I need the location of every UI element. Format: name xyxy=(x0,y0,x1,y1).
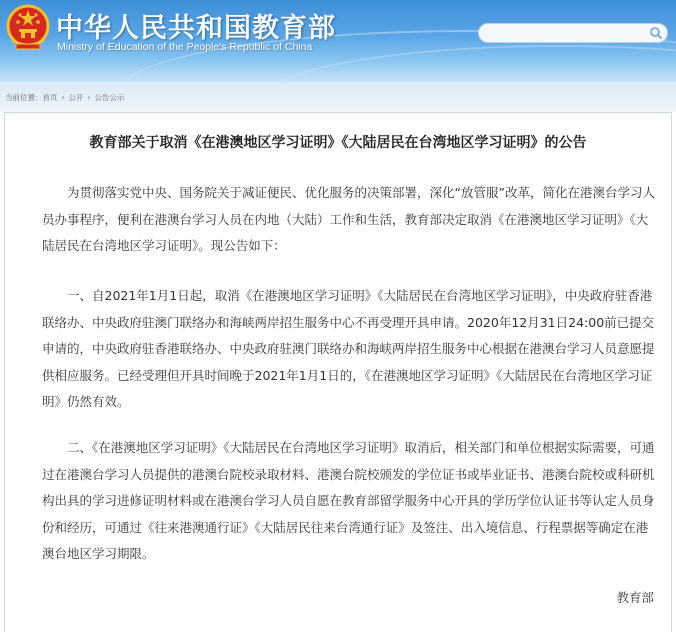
article-paragraph: 为贯彻落实党中央、国务院关于减证便民、优化服务的决策部署，深化“放管服”改革，简化在港澳台学习人员办事程序，便利在港澳台学习人员在内地（大陆）工作和生活，教育部决定取消《在港澳地区学习证明》《大陆居民在台湾地区学习证明》。现公告如下： xyxy=(42,185,655,253)
site-title[interactable]: 中华人民共和国教育部 xyxy=(56,13,336,44)
site-header xyxy=(0,0,676,82)
breadcrumb-notices-link[interactable]: 公告公示 xyxy=(94,93,125,102)
search-box xyxy=(478,23,668,43)
breadcrumb xyxy=(5,92,125,103)
article-paragraph: 一、自2021年1月1日起，取消《在港澳地区学习证明》《大陆居民在台湾地区学习证明》，中央政府驻香港联络办、中央政府驻澳门联络办和海峡两岸招生服务中心不再受理开具申请。2020年12月31日24:00前已提交申请的，中央政府驻香港联络办、中央政府驻澳门联络办和海峡两岸招生服务中心根据在港澳台学习人员意愿提供相应服务。已经受理但开具时间晚于2021年1月1日的，《在港澳地区学习证明》《大陆居民在台湾地区学习证明》仍然有效。 xyxy=(42,288,655,409)
breadcrumb-separator: › xyxy=(61,93,65,102)
search-icon[interactable] xyxy=(649,26,663,40)
article-title: 教育部关于取消《在港澳地区学习证明》《大陆居民在台湾地区学习证明》的公告 xyxy=(89,135,587,151)
breadcrumb-separator: › xyxy=(87,93,91,102)
site-subtitle: Ministry of Education of the People's Republic of China xyxy=(57,41,313,53)
article-signature: 教育部 xyxy=(616,590,654,605)
search-input[interactable] xyxy=(489,25,643,43)
article-paragraph: 二、《在港澳地区学习证明》《大陆居民在台湾地区学习证明》取消后，相关部门和单位根据实际需要，可通过在港澳台学习人员提供的港澳台院校录取材料、港澳台院校颁发的学位证书或毕业证书、港澳台院校或科研机构出具的学习进修证明材料或在港澳台学习人员自愿在教育部留学服务中心开具的学历学位认证书等认定人员身份和经历，可通过《往来港澳通行证》《大陆居民往来台湾通行证》及签注、出入境信息、行程票据等确定在港澳台地区学习期限。 xyxy=(42,440,655,561)
breadcrumb-bar xyxy=(0,82,676,112)
breadcrumb-home-link[interactable]: 首页 xyxy=(42,93,58,102)
national-emblem-icon[interactable] xyxy=(6,4,50,52)
breadcrumb-public-link[interactable]: 公开 xyxy=(68,93,84,102)
breadcrumb-prefix: 当前位置： xyxy=(5,93,43,102)
